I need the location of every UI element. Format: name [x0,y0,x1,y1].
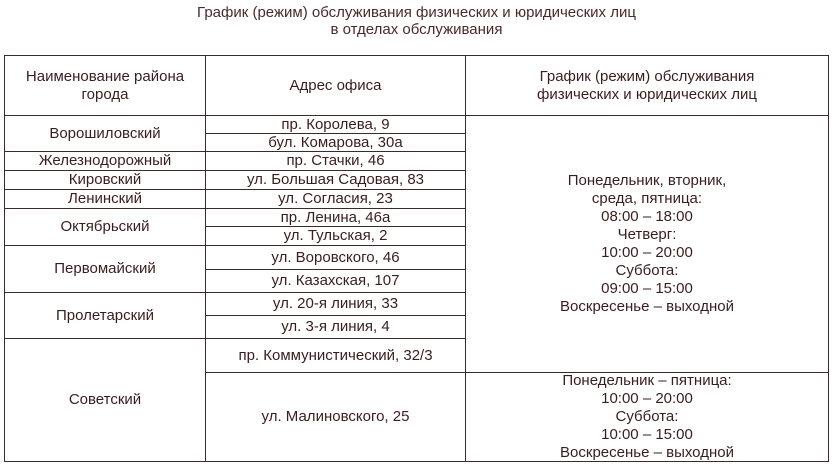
title-line-1: График (режим) обслуживания физических и юридических лиц [197,4,636,21]
district-cell: Первомайский [54,260,156,277]
schedule-line: Воскресенье – выходной [560,444,734,461]
address-cell: бул. Комарова, 30а [268,133,403,151]
address-cell: пр. Королева, 9 [281,115,390,133]
schedule-line: 10:00 – 20:00 [601,244,693,261]
address-cell: пр. Ленина, 46а [280,208,391,226]
schedule-line: Суббота: [615,408,679,425]
district-cell: Железнодорожный [38,152,172,169]
schedule-line: Понедельник – пятница: [562,372,732,389]
address-cell: ул. Тульская, 2 [283,227,388,244]
address-cell: ул. 3-я линия, 4 [281,318,390,335]
district-cell: Пролетарский [56,306,154,324]
schedule-line: Четверг: [617,226,677,243]
district-cell: Ленинский [68,190,142,207]
address-cell: ул. Казахская, 107 [271,272,400,289]
schedule-cell-main [466,116,828,372]
schedule-line: Воскресенье – выходной [560,298,734,315]
schedule-line: среда, пятница: [591,190,703,207]
address-cell: ул. 20-я линия, 33 [272,295,399,312]
schedule-line: Понедельник, вторник, [567,172,727,189]
table-border-right [828,55,829,462]
schedule-line: 08:00 – 18:00 [601,208,693,225]
district-cell: Кировский [68,171,142,188]
address-cell: ул. Большая Садовая, 83 [246,171,425,188]
title-line-2: в отделах обслуживания [330,21,503,38]
header-schedule: График (режим) обслуживания физических и юридических лиц [537,67,757,103]
schedule-line: 10:00 – 20:00 [601,390,693,407]
schedule-line: Суббота: [615,262,679,279]
schedule-line: 10:00 – 15:00 [601,426,693,443]
address-cell: пр. Коммунистический, 32/3 [238,346,433,364]
schedule-line: 09:00 – 15:00 [601,280,693,297]
schedule-table [4,55,829,462]
district-cell: Советский [68,391,142,408]
district-cell: Ворошиловский [49,124,161,142]
schedule-cell-last [466,373,828,461]
header-address: Адрес офиса [289,76,382,94]
address-cell: ул. Воровского, 46 [271,248,400,266]
address-cell: ул. Согласия, 23 [278,190,393,207]
header-district: Наименование района города [25,67,185,103]
address-cell: пр. Стачки, 46 [286,152,385,169]
page-title [0,4,833,38]
address-cell: ул. Малиновского, 25 [261,408,410,425]
district-cell: Октябрьский [60,218,150,235]
